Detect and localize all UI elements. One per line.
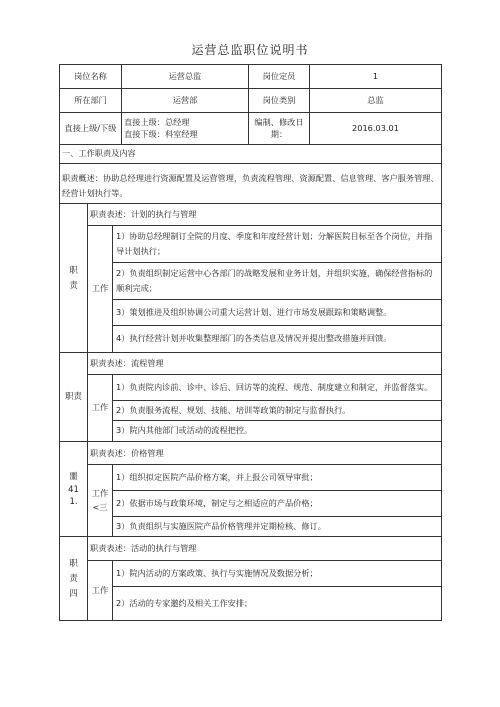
department-label: 所在部门 (60, 89, 122, 112)
duty-item: 2）负责组织制定运营中心各部门的战略发展和业务计划，并组织实施，确保经营指标的顺利完成； (113, 263, 441, 300)
headcount-label: 岗位定员 (249, 65, 310, 88)
duty-label-cell (60, 442, 88, 536)
duty-item: 1）协助总经理制订全院的月度、季度和年度经营计划；分解医院目标至各个岗位，并指导计划执行； (113, 226, 441, 263)
work-label-cell (88, 226, 113, 352)
duty-item: 1）组织拟定医院产品价格方案，并上报公司领导审批； (113, 465, 441, 491)
duty-label-char: 职 (69, 264, 78, 275)
duty-block-1 (60, 204, 441, 353)
position-name-label: 岗位名称 (60, 65, 122, 88)
duty-item: 3）负责组织与实施医院产品价格管理并定期检核、修订。 (116, 520, 326, 531)
duty-block-3 (60, 442, 441, 537)
duty-item: 1）院内活动的方案政策、执行与实施情况及数据分析； (113, 561, 441, 587)
info-row-position (60, 65, 441, 89)
work-label-cell (88, 375, 113, 441)
duty-block-2 (60, 353, 441, 442)
date-value: 2016.03.01 (352, 122, 399, 133)
headcount-value: 1 (372, 70, 379, 81)
duty-label-cell (60, 537, 88, 620)
work-label: 工作 (91, 283, 109, 294)
subordinate-text: 直接下级：科室经理 (124, 128, 198, 139)
duty-item: 2）活动的专家邀约及相关工作安排； (116, 597, 253, 608)
duty-item: 3）策划推进及组织协调公司重大运营计划、进行市场发展跟踪和策略调整。 (113, 300, 441, 326)
work-label: 工作 (91, 584, 109, 595)
duty-item: 2）依据市场与政策环境，制定与之相适应的产品价格； (113, 491, 441, 517)
duty-label-char: 职责 (65, 391, 82, 402)
work-label-extra: <三 (92, 501, 108, 512)
duty-item: 2）负责服务流程、规划、技能、培训等政策的制定与监督执行。 (113, 401, 441, 421)
section-title: 一、工作职责及内容 (62, 148, 136, 159)
duty-label-char: 责 (69, 572, 78, 583)
department-value: 运营部 (122, 89, 249, 112)
work-label: 工作 (91, 402, 109, 413)
duty-block-4 (60, 537, 441, 620)
info-row-department (60, 89, 441, 113)
superior-text: 直接上级：总经理 (124, 116, 190, 127)
date-label-line-2: 期： (270, 128, 288, 139)
duty-header: 职责表述：活动的执行与管理 (88, 537, 441, 561)
duty-label-char: 责 (69, 280, 78, 290)
section-title-row (60, 145, 441, 164)
position-category-label: 岗位类别 (249, 89, 310, 112)
duty-summary: 职责概述：协助总经理进行资源配置及运营管理，负责流程管理、资源配置、信息管理、客户服务管理、经营计划执行等。 (62, 173, 439, 199)
duty-header: 职责表述：价格管理 (88, 442, 441, 465)
work-label-cell (88, 465, 113, 536)
info-row-reporting (60, 113, 441, 145)
duty-label-char: 职 (69, 557, 78, 568)
duty-header: 职责表述：计划的执行与管理 (88, 204, 441, 226)
duty-header: 职责表述：流程管理 (88, 353, 441, 375)
position-category-value: 总监 (367, 94, 384, 105)
position-name-value: 运营总监 (122, 65, 249, 88)
duty-item: 1）负责院内诊前、诊中、诊后、回访等的流程、规范、制度建立和制定，并监督落实。 (113, 375, 441, 401)
duty-item: 3）院内其他部门或活动的流程把控。 (116, 425, 253, 436)
duty-label-char: 噩 (69, 471, 78, 482)
summary-row (60, 164, 441, 204)
duty-label-char: 41 (68, 483, 79, 494)
date-label-line-1: 编制、修改日 (254, 116, 304, 127)
duty-label-char: 四 (69, 588, 78, 599)
date-label (249, 113, 310, 144)
job-description-table (59, 64, 442, 621)
work-label: 工作 (91, 488, 109, 499)
duty-item: 4）执行经营计划并收集整理部门的各类信息及情况并提出整改措施并回馈。 (116, 333, 392, 344)
duty-label-char: 1. (69, 496, 78, 507)
duty-label-cell (60, 353, 88, 441)
duty-label-cell (60, 204, 88, 352)
reporting-value (122, 113, 249, 144)
work-label-cell (88, 561, 113, 620)
reporting-label: 直接上级/下级 (60, 113, 122, 144)
document-title: 运营总监职位说明书 (191, 43, 309, 57)
